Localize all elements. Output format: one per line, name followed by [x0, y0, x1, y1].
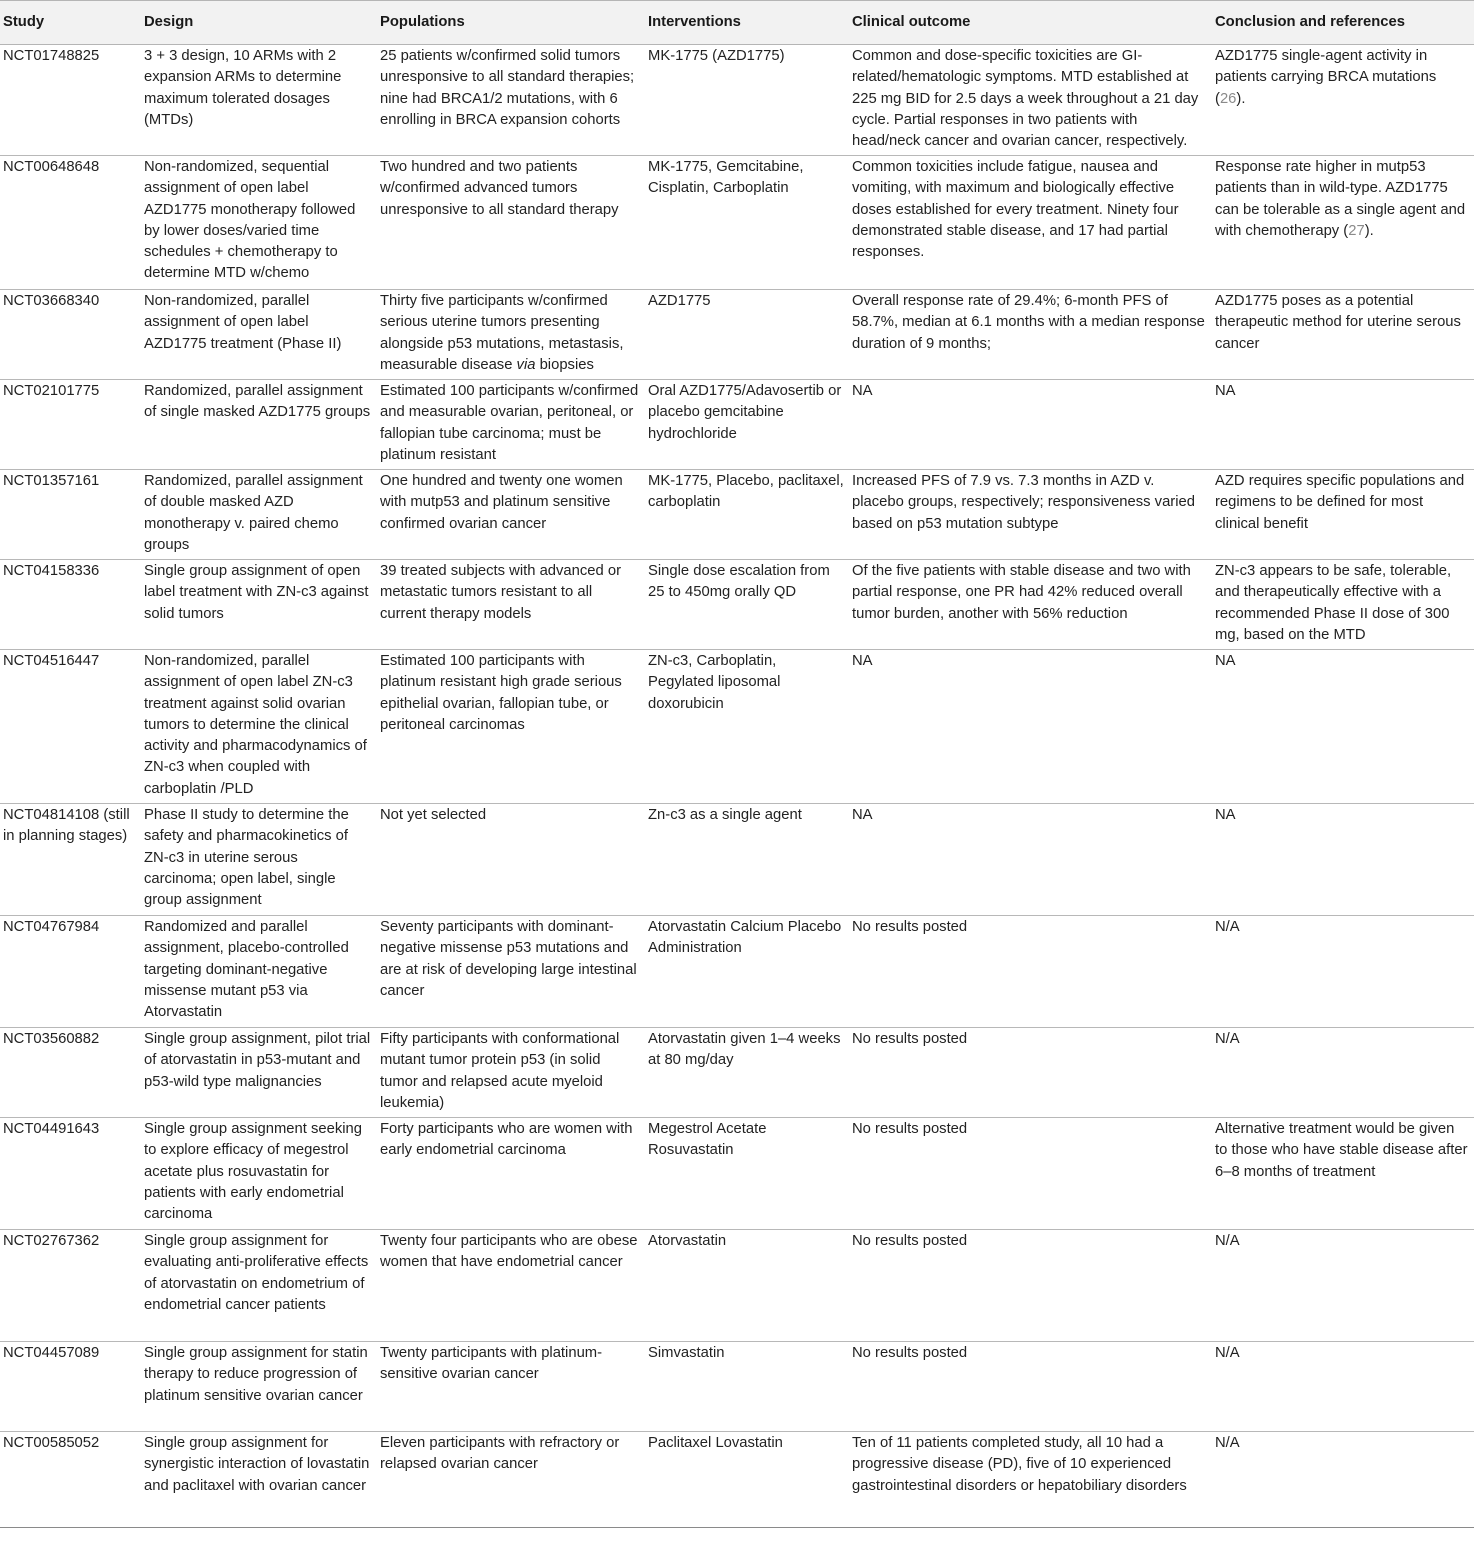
- table-row: [0, 45, 1474, 156]
- cell-outcome: Common and dose-specific toxicities are GI-related/hematologic symptoms. MTD established at 225 mg BID for 2.5 days a week throughout a 21 day cycle. Partial responses in two patients with head/neck cancer and ovarian cancer, respectively.: [848, 45, 1211, 156]
- cell-populations: Eleven participants with refractory or relapsed ovarian cancer: [376, 1432, 644, 1528]
- cell-study: NCT01357161: [0, 470, 140, 560]
- cell-outcome: No results posted: [848, 1230, 1211, 1342]
- header-clinical-outcome: Clinical outcome: [848, 1, 1211, 45]
- cell-interventions: Simvastatin: [644, 1342, 848, 1432]
- cell-populations: One hundred and twenty one women with mutp53 and platinum sensitive confirmed ovarian cancer: [376, 470, 644, 560]
- cell-conclusion: ZN-c3 appears to be safe, tolerable, and therapeutically effective with a recommended Phase II dose of 300 mg, based on the MTD: [1211, 560, 1474, 650]
- cell-populations: 25 patients w/confirmed solid tumors unresponsive to all standard therapies; nine had BRCA1/2 mutations, with 6 enrolling in BRCA expansion cohorts: [376, 45, 644, 156]
- cell-conclusion: N/A: [1211, 1432, 1474, 1528]
- cell-interventions: Atorvastatin Calcium Placebo Administration: [644, 916, 848, 1028]
- cell-conclusion: AZD1775 poses as a potential therapeutic method for uterine serous cancer: [1211, 290, 1474, 380]
- cell-design: 3 + 3 design, 10 ARMs with 2 expansion ARMs to determine maximum tolerated dosages (MTDs): [140, 45, 376, 156]
- cell-conclusion: AZD requires specific populations and regimens to be defined for most clinical benefit: [1211, 470, 1474, 560]
- cell-outcome: Ten of 11 patients completed study, all 10 had a progressive disease (PD), five of 10 experienced gastrointestinal disorders or hepatobiliary disorders: [848, 1432, 1211, 1528]
- cell-conclusion: [1211, 45, 1474, 156]
- cell-study: NCT01748825: [0, 45, 140, 156]
- cell-interventions: Paclitaxel Lovastatin: [644, 1432, 848, 1528]
- cell-design: Single group assignment for synergistic interaction of lovastatin and paclitaxel with ovarian cancer: [140, 1432, 376, 1528]
- populations-tail: biopsies: [535, 356, 594, 373]
- cell-conclusion: [1211, 156, 1474, 290]
- cell-design: Single group assignment, pilot trial of atorvastatin in p53-mutant and p53-wild type malignancies: [140, 1028, 376, 1118]
- cell-design: Single group assignment for evaluating anti-proliferative effects of atorvastatin on endometrium of endometrial cancer patients: [140, 1230, 376, 1342]
- table-row: [0, 560, 1474, 650]
- table-row: [0, 916, 1474, 1028]
- cell-outcome: No results posted: [848, 1028, 1211, 1118]
- cell-outcome: Of the five patients with stable disease and two with partial response, one PR had 42% reduced overall tumor burden, another with 56% reduction: [848, 560, 1211, 650]
- header-conclusion: Conclusion and references: [1211, 1, 1474, 45]
- cell-populations: Forty participants who are women with early endometrial carcinoma: [376, 1118, 644, 1230]
- cell-design: Randomized, parallel assignment of double masked AZD monotherapy v. paired chemo groups: [140, 470, 376, 560]
- cell-study: NCT00585052: [0, 1432, 140, 1528]
- cell-outcome: No results posted: [848, 916, 1211, 1028]
- cell-outcome: NA: [848, 650, 1211, 804]
- cell-interventions: AZD1775: [644, 290, 848, 380]
- table-row: [0, 1342, 1474, 1432]
- cell-conclusion: NA: [1211, 804, 1474, 916]
- cell-outcome: Increased PFS of 7.9 vs. 7.3 months in AZD v. placebo groups, respectively; responsiveness varied based on p53 mutation subtype: [848, 470, 1211, 560]
- cell-conclusion: N/A: [1211, 1342, 1474, 1432]
- cell-study: NCT04491643: [0, 1118, 140, 1230]
- cell-interventions: Atorvastatin: [644, 1230, 848, 1342]
- cell-interventions: MK-1775 (AZD1775): [644, 45, 848, 156]
- header-row: [0, 1, 1474, 45]
- cell-conclusion: Alternative treatment would be given to those who have stable disease after 6–8 months of treatment: [1211, 1118, 1474, 1230]
- cell-conclusion: NA: [1211, 650, 1474, 804]
- conclusion-text: Response rate higher in mutp53 patients than in wild-type. AZD1775 can be tolerable as a single agent and with chemotherapy (: [1215, 159, 1466, 239]
- cell-interventions: Atorvastatin given 1–4 weeks at 80 mg/day: [644, 1028, 848, 1118]
- cell-study: NCT04814108 (still in planning stages): [0, 804, 140, 916]
- table-row: [0, 470, 1474, 560]
- table-row: [0, 650, 1474, 804]
- cell-outcome: Overall response rate of 29.4%; 6-month PFS of 58.7%, median at 6.1 months with a median response duration of 9 months;: [848, 290, 1211, 380]
- cell-outcome: No results posted: [848, 1342, 1211, 1432]
- conclusion-tail: ).: [1364, 222, 1374, 239]
- cell-outcome: Common toxicities include fatigue, nausea and vomiting, with maximum and biologically effective doses established for every treatment. Ninety four demonstrated stable disease, and 17 had partial responses.: [848, 156, 1211, 290]
- conclusion-tail: ).: [1236, 90, 1246, 107]
- cell-populations: Estimated 100 participants with platinum resistant high grade serious epithelial ovarian, fallopian tube, or peritoneal carcinomas: [376, 650, 644, 804]
- cell-design: Single group assignment of open label treatment with ZN-c3 against solid tumors: [140, 560, 376, 650]
- cell-design: Non-randomized, parallel assignment of open label AZD1775 treatment (Phase II): [140, 290, 376, 380]
- cell-study: NCT04457089: [0, 1342, 140, 1432]
- cell-populations: Twenty four participants who are obese women that have endometrial cancer: [376, 1230, 644, 1342]
- cell-study: NCT03560882: [0, 1028, 140, 1118]
- header-design: Design: [140, 1, 376, 45]
- table-row: [0, 380, 1474, 470]
- cell-design: Non-randomized, sequential assignment of open label AZD1775 monotherapy followed by lower doses/varied time schedules + chemotherapy to determine MTD w/chemo: [140, 156, 376, 290]
- cell-design: Non-randomized, parallel assignment of open label ZN-c3 treatment against solid ovarian tumors to determine the clinical activity and pharmacodynamics of ZN-c3 when coupled with carboplatin /PLD: [140, 650, 376, 804]
- reference-link[interactable]: 27: [1348, 222, 1365, 239]
- cell-outcome: No results posted: [848, 1118, 1211, 1230]
- cell-populations: Fifty participants with conformational mutant tumor protein p53 (in solid tumor and relapsed acute myeloid leukemia): [376, 1028, 644, 1118]
- conclusion-text: AZD1775 single-agent activity in patients carrying BRCA mutations (: [1215, 48, 1437, 107]
- table-row: [0, 1118, 1474, 1230]
- cell-design: Randomized, parallel assignment of single masked AZD1775 groups: [140, 380, 376, 470]
- cell-design: Randomized and parallel assignment, placebo-controlled targeting dominant-negative missense mutant p53 via Atorvastatin: [140, 916, 376, 1028]
- cell-interventions: Oral AZD1775/Adavosertib or placebo gemcitabine hydrochloride: [644, 380, 848, 470]
- cell-conclusion: N/A: [1211, 1028, 1474, 1118]
- cell-interventions: MK-1775, Gemcitabine, Cisplatin, Carboplatin: [644, 156, 848, 290]
- cell-study: NCT04767984: [0, 916, 140, 1028]
- cell-outcome: NA: [848, 804, 1211, 916]
- cell-study: NCT02767362: [0, 1230, 140, 1342]
- reference-link[interactable]: 26: [1219, 90, 1237, 107]
- cell-design: Phase II study to determine the safety and pharmacokinetics of ZN-c3 in uterine serous carcinoma; open label, single group assignment: [140, 804, 376, 916]
- table-row: [0, 1230, 1474, 1342]
- cell-study: NCT04516447: [0, 650, 140, 804]
- cell-conclusion: N/A: [1211, 1230, 1474, 1342]
- cell-interventions: Single dose escalation from 25 to 450mg orally QD: [644, 560, 848, 650]
- cell-interventions: Megestrol Acetate Rosuvastatin: [644, 1118, 848, 1230]
- cell-interventions: Zn-c3 as a single agent: [644, 804, 848, 916]
- populations-italic: via: [516, 356, 536, 373]
- cell-populations: Not yet selected: [376, 804, 644, 916]
- table-row: [0, 1432, 1474, 1528]
- cell-conclusion: NA: [1211, 380, 1474, 470]
- cell-study: NCT04158336: [0, 560, 140, 650]
- cell-interventions: ZN-c3, Carboplatin, Pegylated liposomal doxorubicin: [644, 650, 848, 804]
- cell-populations: Two hundred and two patients w/confirmed advanced tumors unresponsive to all standard therapy: [376, 156, 644, 290]
- cell-conclusion: N/A: [1211, 916, 1474, 1028]
- populations-text: Thirty five participants w/confirmed serious uterine tumors presenting alongside p53 mutations, metastasis, measurable disease: [380, 293, 624, 373]
- cell-populations: [376, 290, 644, 380]
- header-interventions: Interventions: [644, 1, 848, 45]
- table-row: [0, 1028, 1474, 1118]
- cell-design: Single group assignment seeking to explore efficacy of megestrol acetate plus rosuvastatin for patients with early endometrial carcinoma: [140, 1118, 376, 1230]
- cell-study: NCT03668340: [0, 290, 140, 380]
- cell-interventions: MK-1775, Placebo, paclitaxel, carboplatin: [644, 470, 848, 560]
- cell-populations: 39 treated subjects with advanced or metastatic tumors resistant to all current therapy models: [376, 560, 644, 650]
- header-study: Study: [0, 1, 140, 45]
- header-populations: Populations: [376, 1, 644, 45]
- cell-design: Single group assignment for statin therapy to reduce progression of platinum sensitive ovarian cancer: [140, 1342, 376, 1432]
- cell-populations: Seventy participants with dominant-negative missense p53 mutations and are at risk of developing large intestinal cancer: [376, 916, 644, 1028]
- table-row: [0, 804, 1474, 916]
- table-row: [0, 156, 1474, 290]
- table-row: [0, 290, 1474, 380]
- cell-study: NCT00648648: [0, 156, 140, 290]
- cell-populations: Twenty participants with platinum-sensitive ovarian cancer: [376, 1342, 644, 1432]
- cell-outcome: NA: [848, 380, 1211, 470]
- cell-populations: Estimated 100 participants w/confirmed and measurable ovarian, peritoneal, or fallopian tube carcinoma; must be platinum resistant: [376, 380, 644, 470]
- cell-study: NCT02101775: [0, 380, 140, 470]
